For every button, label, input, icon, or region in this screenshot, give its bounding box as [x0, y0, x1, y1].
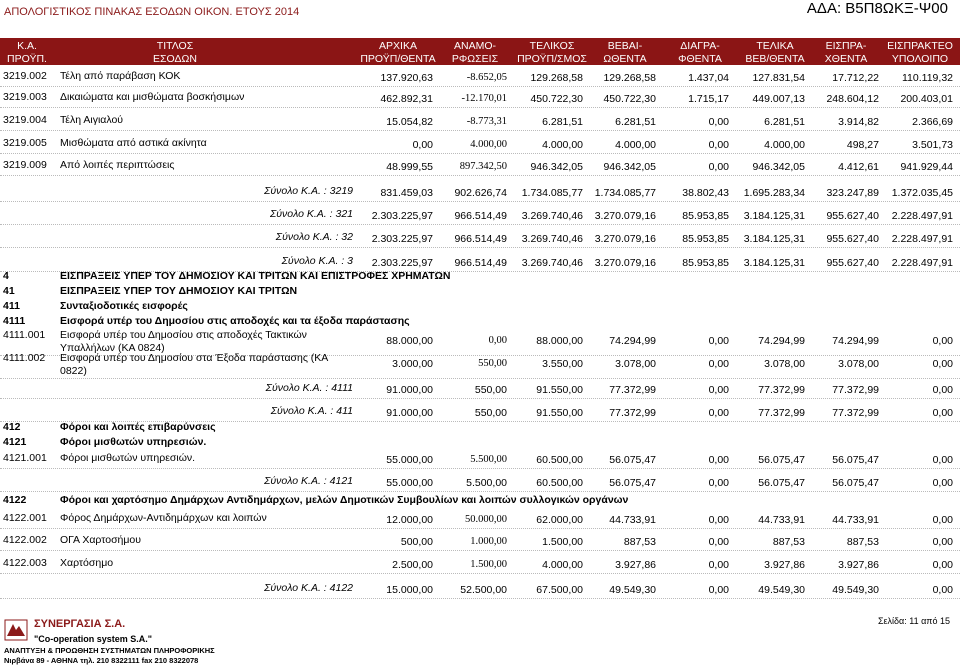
amount-cell: 74.294,99 — [609, 335, 656, 347]
account-title: Φόρος Δημάρχων-Αντιδημάρχων και λοιπών — [60, 512, 267, 524]
column-header: ΕΙΣΠΡΑ- ΧΘΕΝΤΑ — [824, 40, 868, 65]
amount-cell: 498,27 — [846, 139, 879, 151]
amount-cell: 56.075,47 — [609, 477, 656, 489]
amount-cell: 2.228.497,91 — [891, 233, 953, 245]
group-code: 4122 — [3, 494, 27, 506]
account-title: Εισφορά υπέρ του Δημοσίου στις αποδοχές Τακτικών — [60, 329, 307, 341]
amount-cell: 966.514,49 — [454, 210, 507, 222]
amount-cell: 85.953,85 — [682, 257, 729, 269]
amount-cell: 0,00 — [708, 536, 729, 548]
amount-cell: 67.500,00 — [536, 584, 583, 596]
account-code: 3219.003 — [3, 91, 47, 103]
amount-cell: 56.075,47 — [832, 477, 879, 489]
amount-cell: 550,00 — [478, 358, 507, 369]
amount-cell: 0,00 — [708, 335, 729, 347]
row-divider — [0, 107, 960, 108]
amount-cell: 3.927,86 — [764, 559, 805, 571]
account-code: 3219.005 — [3, 137, 47, 149]
account-title-continued: Υπαλλήλων (ΚΑ 0824) — [60, 342, 165, 354]
amount-cell: 462.892,31 — [380, 93, 433, 105]
total-label: Σύνολο Κ.Α. : 321 — [269, 208, 353, 220]
account-title: Τέλη από παράβαση ΚΟΚ — [60, 70, 181, 82]
column-header: ΔΙΑΓΡΑ- ΦΘΕΝΤΑ — [678, 40, 722, 65]
amount-cell: 3.501,73 — [912, 139, 953, 151]
amount-cell: 831.459,03 — [380, 187, 433, 199]
amount-cell: 0,00 — [708, 584, 729, 596]
amount-cell: 52.500,00 — [460, 584, 507, 596]
account-code: 3219.002 — [3, 70, 47, 82]
amount-cell: 4.000,00 — [470, 139, 507, 150]
total-label: Σύνολο Κ.Α. : 4111 — [265, 382, 353, 394]
column-header: Κ.Α. ΠΡΟΫΠ. — [7, 40, 47, 65]
amount-cell: 56.075,47 — [758, 454, 805, 466]
account-title: Τέλη Αιγιαλού — [60, 114, 124, 126]
amount-cell: 3.078,00 — [838, 358, 879, 370]
amount-cell: 0,00 — [932, 384, 953, 396]
amount-cell: 129.268,58 — [530, 72, 583, 84]
amount-cell: 4.000,00 — [542, 559, 583, 571]
group-code: 411 — [3, 300, 20, 312]
row-divider — [0, 153, 960, 154]
amount-cell: 2.366,69 — [912, 116, 953, 128]
amount-cell: 137.920,63 — [380, 72, 433, 84]
amount-cell: 49.549,30 — [832, 584, 879, 596]
amount-cell: 0,00 — [708, 454, 729, 466]
ada-code: ΑΔΑ: Β5Π8ΩΚΞ-Ψ00 — [806, 0, 948, 17]
group-code: 4121 — [3, 436, 27, 448]
total-label: Σύνολο Κ.Α. : 411 — [270, 405, 353, 417]
total-label: Σύνολο Κ.Α. : 4121 — [264, 475, 353, 487]
company-logo-icon — [4, 619, 28, 641]
amount-cell: 2.228.497,91 — [891, 257, 953, 269]
account-code: 3219.004 — [3, 114, 47, 126]
amount-cell: 0,00 — [708, 559, 729, 571]
amount-cell: 1.437,04 — [688, 72, 729, 84]
group-title: Φόροι και λοιπές επιβαρύνσεις — [60, 421, 216, 433]
amount-cell: 0,00 — [708, 161, 729, 173]
amount-cell: 44.733,91 — [758, 514, 805, 526]
amount-cell: 0,00 — [932, 514, 953, 526]
amount-cell: 3.270.079,16 — [594, 210, 656, 222]
account-title: ΟΓΑ Χαρτοσήμου — [60, 534, 142, 546]
amount-cell: 3.000,00 — [392, 358, 433, 370]
amount-cell: 0,00 — [932, 407, 953, 419]
amount-cell: 60.500,00 — [536, 477, 583, 489]
amount-cell: 0,00 — [488, 335, 507, 346]
amount-cell: 3.269.740,46 — [521, 210, 583, 222]
footer-system: "Co-operation system S.A." — [34, 634, 153, 644]
amount-cell: 2.500,00 — [392, 559, 433, 571]
amount-cell: 1.734.085,77 — [594, 187, 656, 199]
amount-cell: 6.281,51 — [542, 116, 583, 128]
amount-cell: 550,00 — [474, 384, 507, 396]
amount-cell: 15.000,00 — [386, 584, 433, 596]
amount-cell: 49.549,30 — [758, 584, 805, 596]
amount-cell: 44.733,91 — [832, 514, 879, 526]
amount-cell: 56.075,47 — [832, 454, 879, 466]
amount-cell: 248.604,12 — [826, 93, 879, 105]
amount-cell: 49.549,30 — [609, 584, 656, 596]
amount-cell: 1.715,17 — [688, 93, 729, 105]
amount-cell: 0,00 — [932, 584, 953, 596]
amount-cell: 946.342,05 — [603, 161, 656, 173]
amount-cell: 450.722,30 — [603, 93, 656, 105]
amount-cell: 38.802,43 — [682, 187, 729, 199]
amount-cell: 17.712,22 — [832, 72, 879, 84]
amount-cell: 4.000,00 — [542, 139, 583, 151]
row-divider — [0, 491, 960, 492]
amount-cell: -12.170,01 — [461, 93, 507, 104]
amount-cell: 50.000,00 — [465, 514, 507, 525]
amount-cell: 62.000,00 — [536, 514, 583, 526]
amount-cell: 2.303.225,97 — [371, 257, 433, 269]
total-label: Σύνολο Κ.Α. : 32 — [275, 231, 353, 243]
row-divider — [0, 224, 960, 225]
amount-cell: 2.303.225,97 — [371, 210, 433, 222]
row-divider — [0, 398, 960, 399]
amount-cell: 887,53 — [623, 536, 656, 548]
amount-cell: 0,00 — [708, 514, 729, 526]
amount-cell: 5.500,00 — [470, 454, 507, 465]
amount-cell: 4.412,61 — [838, 161, 879, 173]
footer-description: ΑΝΑΠΤΥΞΗ & ΠΡΟΩΘΗΣΗ ΣΥΣΤΗΜΑΤΩΝ ΠΛΗΡΟΦΟΡΙΚΗΣ — [4, 646, 215, 655]
column-header-bar — [0, 38, 960, 65]
total-label: Σύνολο Κ.Α. : 3 — [281, 255, 353, 267]
column-header: ΒΕΒΑΙ- ΩΘΕΝΤΑ — [603, 40, 647, 65]
amount-cell: 3.270.079,16 — [594, 233, 656, 245]
amount-cell: 1.734.085,77 — [521, 187, 583, 199]
amount-cell: 550,00 — [474, 407, 507, 419]
amount-cell: -8.773,31 — [466, 116, 507, 127]
amount-cell: 15.054,82 — [386, 116, 433, 128]
column-header: ΤΙΤΛΟΣ ΕΣΟΔΩΝ — [153, 40, 197, 65]
row-divider — [0, 86, 960, 87]
amount-cell: 110.119,32 — [902, 72, 953, 84]
amount-cell: 966.514,49 — [454, 257, 507, 269]
amount-cell: 1.372.035,45 — [891, 187, 953, 199]
amount-cell: 3.269.740,46 — [521, 233, 583, 245]
amount-cell: 4.000,00 — [615, 139, 656, 151]
amount-cell: 3.078,00 — [764, 358, 805, 370]
amount-cell: 85.953,85 — [682, 210, 729, 222]
amount-cell: 955.627,40 — [826, 257, 879, 269]
row-divider — [0, 528, 960, 529]
amount-cell: 0,00 — [708, 116, 729, 128]
amount-cell: 3.184.125,31 — [743, 233, 805, 245]
page-number: Σελίδα: 11 από 15 — [877, 616, 950, 626]
account-code: 4122.002 — [3, 534, 47, 546]
amount-cell: 200.403,01 — [900, 93, 953, 105]
column-header: ΤΕΛΙΚΑ ΒΕΒ/ΘΕΝΤΑ — [745, 40, 805, 65]
amount-cell: 88.000,00 — [536, 335, 583, 347]
amount-cell: 91.550,00 — [536, 407, 583, 419]
row-divider — [0, 378, 960, 379]
account-code: 3219.009 — [3, 159, 47, 171]
amount-cell: 88.000,00 — [386, 335, 433, 347]
amount-cell: 0,00 — [708, 358, 729, 370]
group-code: 412 — [3, 421, 21, 433]
total-label: Σύνολο Κ.Α. : 3219 — [264, 185, 353, 197]
row-divider — [0, 573, 960, 574]
amount-cell: 0,00 — [708, 384, 729, 396]
amount-cell: 5.500,00 — [466, 477, 507, 489]
account-title: Χαρτόσημο — [60, 557, 114, 569]
amount-cell: 946.342,05 — [530, 161, 583, 173]
amount-cell: 77.372,99 — [832, 384, 879, 396]
row-divider — [0, 550, 960, 551]
group-title: Φόροι μισθωτών υπηρεσιών. — [60, 436, 207, 448]
account-code: 4121.001 — [3, 452, 47, 464]
amount-cell: 966.514,49 — [454, 233, 507, 245]
amount-cell: 129.268,58 — [603, 72, 656, 84]
row-divider — [0, 130, 960, 131]
amount-cell: 0,00 — [708, 139, 729, 151]
footer-address: Νιρβάνα 89 - ΑΘΗΝΑ τηλ. 210 8322111 fax 210 8322078 — [4, 656, 199, 665]
amount-cell: -8.652,05 — [466, 72, 507, 83]
amount-cell: 77.372,99 — [758, 407, 805, 419]
group-title: ΕΙΣΠΡΑΞΕΙΣ ΥΠΕΡ ΤΟΥ ΔΗΜΟΣΙΟΥ ΚΑΙ ΤΡΙΤΩΝ — [60, 285, 298, 297]
group-code: 4111 — [3, 315, 26, 327]
column-header: ΑΡΧΙΚΑ ΠΡΟΫΠ/ΘΕΝΤΑ — [360, 40, 436, 65]
row-divider — [0, 468, 960, 469]
group-title: Εισφορά υπέρ του Δημοσίου στις αποδοχές και τα έξοδα παράστασης — [60, 315, 410, 327]
amount-cell: 4.000,00 — [764, 139, 805, 151]
account-code: 4111.001 — [3, 329, 46, 341]
amount-cell: 3.184.125,31 — [743, 210, 805, 222]
amount-cell: 85.953,85 — [682, 233, 729, 245]
report-title: ΑΠΟΛΟΓΙΣΤΙΚΟΣ ΠΙΝΑΚΑΣ ΕΣΟΔΩΝ ΟΙΚΟΝ. ΕΤΟΥΣ 2014 — [4, 6, 300, 18]
amount-cell: 48.999,55 — [386, 161, 433, 173]
row-divider — [0, 175, 960, 176]
amount-cell: 946.342,05 — [752, 161, 805, 173]
amount-cell: 77.372,99 — [832, 407, 879, 419]
amount-cell: 3.927,86 — [615, 559, 656, 571]
amount-cell: 2.228.497,91 — [891, 210, 953, 222]
amount-cell: 6.281,51 — [615, 116, 656, 128]
amount-cell: 0,00 — [708, 407, 729, 419]
column-header: ΕΙΣΠΡΑΚΤΕΟ ΥΠΟΛΟΙΠΟ — [887, 40, 953, 65]
amount-cell: 902.626,74 — [454, 187, 507, 199]
amount-cell: 1.500,00 — [470, 559, 507, 570]
group-code: 41 — [3, 285, 15, 297]
account-title: Δικαιώματα και μισθώματα βοσκήσιμων — [60, 91, 245, 103]
total-label: Σύνολο Κ.Α. : 4122 — [264, 582, 353, 594]
amount-cell: 955.627,40 — [826, 233, 879, 245]
amount-cell: 91.550,00 — [536, 384, 583, 396]
amount-cell: 0,00 — [932, 559, 953, 571]
amount-cell: 0,00 — [932, 454, 953, 466]
amount-cell: 74.294,99 — [832, 335, 879, 347]
amount-cell: 3.914,82 — [838, 116, 879, 128]
amount-cell: 77.372,99 — [609, 384, 656, 396]
amount-cell: 74.294,99 — [758, 335, 805, 347]
amount-cell: 77.372,99 — [758, 384, 805, 396]
amount-cell: 6.281,51 — [764, 116, 805, 128]
group-title: Φόροι και χαρτόσημο Δημάρχων Αντιδημάρχων, μελών Δημοτικών Συμβουλίων και λοιπών συλλογικών οργάνων — [60, 494, 629, 506]
amount-cell: 0,00 — [932, 358, 953, 370]
amount-cell: 3.270.079,16 — [594, 257, 656, 269]
amount-cell: 450.722,30 — [530, 93, 583, 105]
amount-cell: 60.500,00 — [536, 454, 583, 466]
account-title: Από λοιπές περιπτώσεις — [60, 159, 175, 171]
amount-cell: 2.303.225,97 — [371, 233, 433, 245]
amount-cell: 941.929,44 — [900, 161, 953, 173]
amount-cell: 500,00 — [400, 536, 433, 548]
group-code: 4 — [3, 270, 9, 282]
amount-cell: 56.075,47 — [758, 477, 805, 489]
account-code: 4122.003 — [3, 557, 47, 569]
account-title: Φόροι μισθωτών υπηρεσιών. — [60, 452, 196, 464]
amount-cell: 1.695.283,34 — [743, 187, 805, 199]
account-title-continued: 0822) — [60, 365, 87, 377]
amount-cell: 0,00 — [932, 335, 953, 347]
amount-cell: 323.247,89 — [826, 187, 879, 199]
amount-cell: 91.000,00 — [386, 407, 433, 419]
amount-cell: 897.342,50 — [459, 161, 507, 172]
amount-cell: 3.550,00 — [542, 358, 583, 370]
amount-cell: 3.269.740,46 — [521, 257, 583, 269]
amount-cell: 1.500,00 — [542, 536, 583, 548]
row-divider — [0, 598, 960, 599]
amount-cell: 3.184.125,31 — [743, 257, 805, 269]
amount-cell: 1.000,00 — [470, 536, 507, 547]
column-header: ΤΕΛΙΚΟΣ ΠΡΟΫΠ/ΣΜΟΣ — [517, 40, 587, 65]
amount-cell: 3.927,86 — [838, 559, 879, 571]
amount-cell: 56.075,47 — [609, 454, 656, 466]
amount-cell: 0,00 — [708, 477, 729, 489]
amount-cell: 887,53 — [846, 536, 879, 548]
account-title: Εισφορά υπέρ του Δημοσίου στα Έξοδα παράστασης (ΚΑ — [60, 352, 329, 364]
row-divider — [0, 247, 960, 248]
account-code: 4111.002 — [3, 352, 46, 364]
amount-cell: 0,00 — [932, 536, 953, 548]
amount-cell: 887,53 — [772, 536, 805, 548]
footer-company: ΣΥΝΕΡΓΑΣΙΑ Σ.Α. — [34, 618, 126, 630]
amount-cell: 55.000,00 — [386, 477, 433, 489]
column-header: ΑΝΑΜΟ- ΡΦΩΣΕΙΣ — [451, 40, 499, 65]
amount-cell: 955.627,40 — [826, 210, 879, 222]
amount-cell: 449.007,13 — [752, 93, 805, 105]
group-title: ΕΙΣΠΡΑΞΕΙΣ ΥΠΕΡ ΤΟΥ ΔΗΜΟΣΙΟΥ ΚΑΙ ΤΡΙΤΩΝ ΚΑΙ ΕΠΙΣΤΡΟΦΕΣ ΧΡΗΜΑΤΩΝ — [60, 270, 451, 282]
amount-cell: 12.000,00 — [386, 514, 433, 526]
account-title: Μισθώματα από αστικά ακίνητα — [60, 137, 207, 149]
amount-cell: 44.733,91 — [609, 514, 656, 526]
account-code: 4122.001 — [3, 512, 47, 524]
row-divider — [0, 201, 960, 202]
amount-cell: 77.372,99 — [609, 407, 656, 419]
amount-cell: 0,00 — [932, 477, 953, 489]
amount-cell: 55.000,00 — [386, 454, 433, 466]
amount-cell: 127.831,54 — [752, 72, 805, 84]
amount-cell: 0,00 — [412, 139, 433, 151]
group-title: Συνταξιοδοτικές εισφορές — [60, 300, 188, 312]
amount-cell: 3.078,00 — [615, 358, 656, 370]
amount-cell: 91.000,00 — [386, 384, 433, 396]
